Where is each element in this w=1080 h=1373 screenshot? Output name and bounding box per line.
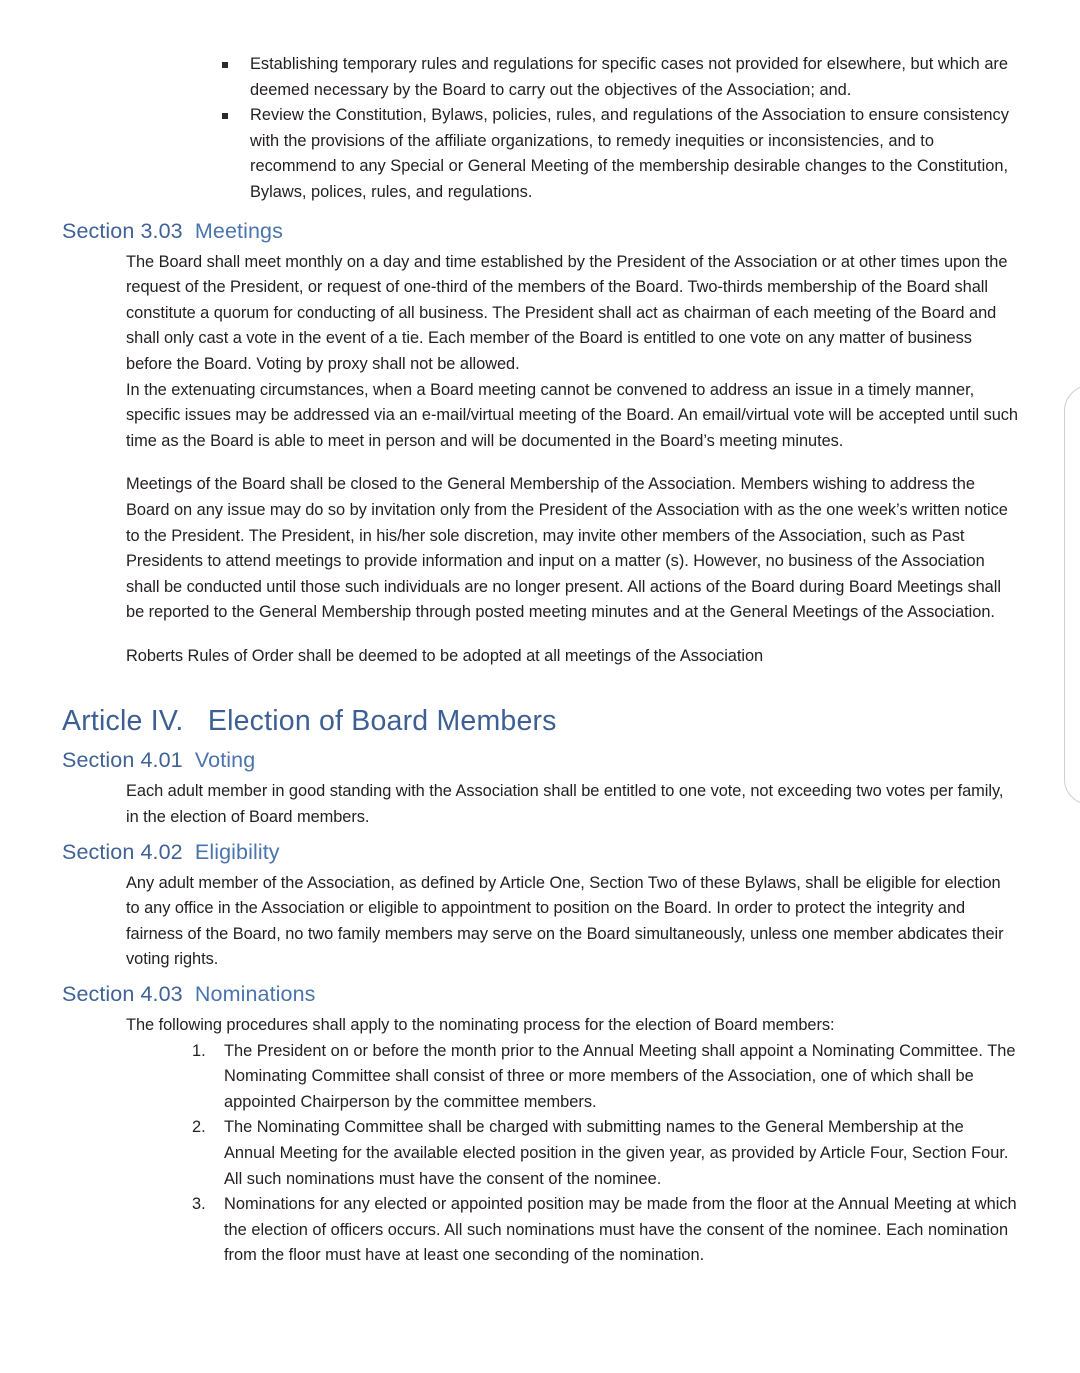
section-title: Eligibility xyxy=(194,839,280,864)
section-heading-4-02 xyxy=(62,837,1080,867)
section-heading-4-03 xyxy=(62,979,1080,1009)
bullet-text: Establishing temporary rules and regulations for specific cases not provided for elsewhere, but which are deemed necessary by the Board to carry out the objectives of the Association; and. xyxy=(250,55,1009,99)
square-bullet-icon xyxy=(222,62,228,68)
section-303-paragraph-2: In the extenuating circumstances, when a Board meeting cannot be convened to address an issue in a timely manner, specific issues may be addressed via an e-mail/virtual meeting of the Board. An email/virtual vote will be accepted until such time as the Board is able to meet in person and will be documented in the Board’s meeting minutes. xyxy=(126,380,1018,450)
top-bullet-list xyxy=(222,52,1010,206)
list-item xyxy=(222,52,1010,103)
section-heading-4-01 xyxy=(62,745,1080,775)
list-item-text: Nominations for any elected or appointed position may be made from the floor at the Annual Meeting at which the election of officers occurs. All such nominations must have the consent of the nominee. Each nomination from the floor must have at least one seconding of the nomination. xyxy=(224,1195,1017,1265)
section-number: Section 4.01 xyxy=(62,748,183,773)
nominations-numbered-list xyxy=(192,1039,1018,1269)
section-403-intro: The following procedures shall apply to the nominating process for the election of Board members: xyxy=(126,1016,835,1035)
section-heading-3-03 xyxy=(62,216,1080,246)
list-item xyxy=(222,103,1010,205)
list-item xyxy=(192,1039,1018,1116)
section-title: Voting xyxy=(194,748,256,773)
section-303-paragraph-1: The Board shall meet monthly on a day and time established by the President of the Association or at other times upon the request of the President, or request of one-third of the members of the Board. Two-thirds membership of the Board shall constitute a quorum for conducting of all business. The President shall act as chairman of each meeting of the Board and shall only cast a vote in the event of a tie. Each member of the Board is entitled to one vote on any matter of business before the Board. Voting by proxy shall not be allowed. xyxy=(126,252,1008,373)
section-title: Meetings xyxy=(194,218,283,243)
section-402-paragraph: Any adult member of the Association, as defined by Article One, Section Two of these Bylaws, shall be eligible for election to any office in the Association or eligible to appointment to position on the Board. In order to protect the integrity and fairness of the Board, no two family members may serve on the Board simultaneously, unless one member abdicates their voting rights. xyxy=(126,873,1004,969)
list-item-text: The Nominating Committee shall be charged with submitting names to the General Membership at the Annual Meeting for the available elected position in the given year, as provided by Article Four, Section Four. All such nominations must have the consent of the nominee. xyxy=(224,1118,1009,1188)
list-item xyxy=(192,1115,1018,1192)
list-item xyxy=(192,1192,1018,1269)
list-marker: 2. xyxy=(192,1118,206,1137)
section-401-paragraph: Each adult member in good standing with the Association shall be entitled to one vote, not exceeding two votes per family, in the election of Board members. xyxy=(126,782,1004,827)
section-303-paragraph-3: Meetings of the Board shall be closed to the General Membership of the Association. Members wishing to address the Board on any issue may do so by invitation only from the President of the Association with as the one week’s written notice to the President. The President, in his/her sole discretion, may invite other members of the Association, such as Past Presidents to attend meetings to provide information and input on a matter (s). However, no business of the Association shall be conducted until those such individuals are no longer present. All actions of the Board during Board Meetings shall be reported to the General Membership through posted meeting minutes and at the General Meetings of the Association. xyxy=(126,475,1008,622)
section-title: Nominations xyxy=(194,982,316,1007)
section-number: Section 4.02 xyxy=(62,839,183,864)
list-item-text: The President on or before the month prior to the Annual Meeting shall appoint a Nominating Committee. The Nominating Committee shall consist of three or more members of the Association, one of which shall be appointed Chairperson by the committee members. xyxy=(224,1041,1016,1111)
square-bullet-icon xyxy=(222,113,228,119)
list-marker: 3. xyxy=(192,1195,206,1214)
bullet-text: Review the Constitution, Bylaws, policies, rules, and regulations of the Association to ensure consistency with the provisions of the affiliate organizations, to remedy inequities or inconsistencies, and to recommend to any Special or General Meeting of the membership desirable changes to the Constitution, Bylaws, polices, rules, and regulations. xyxy=(250,106,1009,201)
article-number: Article IV. xyxy=(62,705,184,738)
section-number: Section 3.03 xyxy=(62,218,183,243)
section-number: Section 4.03 xyxy=(62,982,183,1007)
list-marker: 1. xyxy=(192,1041,206,1060)
article-heading-iv xyxy=(62,701,1080,741)
section-303-paragraph-4: Roberts Rules of Order shall be deemed to be adopted at all meetings of the Association xyxy=(126,646,764,665)
article-title: Election of Board Members xyxy=(207,705,557,738)
